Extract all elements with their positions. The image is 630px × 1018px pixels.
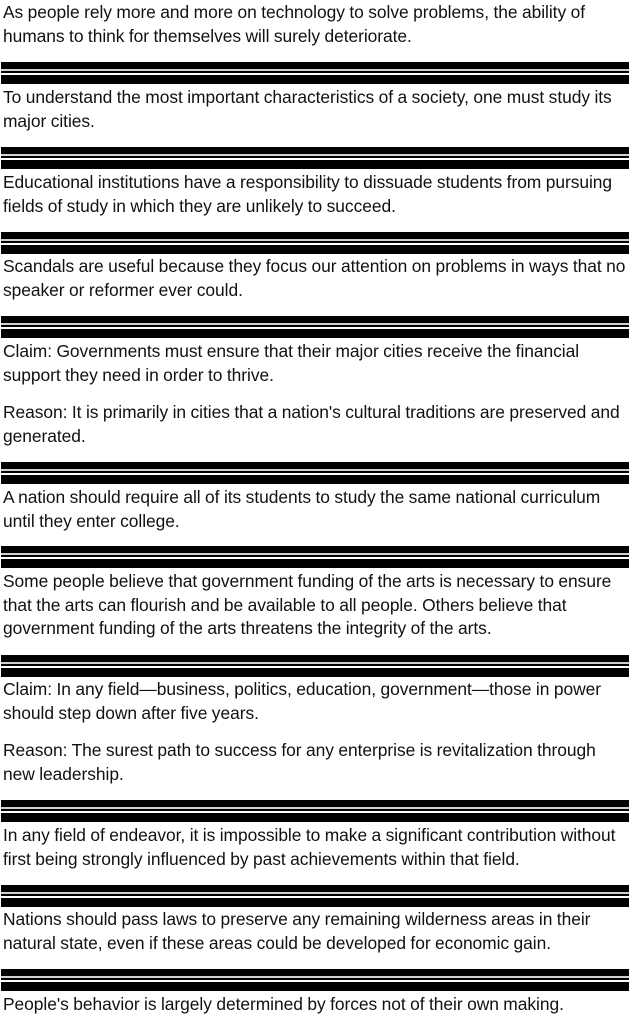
prompt-11 [3, 993, 629, 1017]
divider-bar [1, 800, 629, 822]
prompt-7 [3, 570, 629, 641]
prompt-8-claim: Claim: In any field—business, politics, education, government—those in power should step down after five years. [3, 679, 601, 723]
prompt-6 [3, 486, 629, 533]
prompt-9 [3, 824, 629, 871]
prompt-2-text: To understand the most important characteristics of a society, one must study its major cities. [3, 87, 612, 131]
prompt-4-text: Scandals are useful because they focus our attention on problems in ways that no speaker or reformer ever could. [3, 256, 626, 300]
prompt-1 [3, 1, 629, 48]
divider-bar [1, 62, 629, 84]
prompt-5-claim: Claim: Governments must ensure that their major cities receive the financial support they need in order to thrive. [3, 341, 580, 385]
divider-bar [1, 969, 629, 991]
divider-bar [1, 232, 629, 254]
prompt-2 [3, 86, 629, 133]
prompt-9-text: In any field of endeavor, it is impossible to make a significant contribution without first being strongly influenced by past achievements within that field. [3, 825, 616, 869]
divider-bar [1, 655, 629, 677]
divider-bar [1, 462, 629, 484]
divider-bar [1, 147, 629, 169]
prompt-3 [3, 171, 629, 218]
prompt-5-reason: Reason: It is primarily in cities that a nation's cultural traditions are preserved and generated. [3, 402, 620, 446]
prompt-11-text: People's behavior is largely determined by forces not of their own making. [3, 994, 564, 1014]
prompt-3-text: Educational institutions have a responsibility to dissuade students from pursuing fields of study in which they are unlikely to succeed. [3, 172, 613, 216]
prompt-6-text: A nation should require all of its students to study the same national curriculum until they enter college. [3, 487, 601, 531]
prompt-7-text: Some people believe that government funding of the arts is necessary to ensure that the arts can flourish and be available to all people. Others believe that government funding of the arts threatens the integrity of the arts. [3, 571, 612, 638]
prompt-5 [3, 340, 629, 448]
divider-bar [1, 546, 629, 568]
prompt-10-text: Nations should pass laws to preserve any remaining wilderness areas in their natural state, even if these areas could be developed for economic gain. [3, 909, 591, 953]
divider-bar [1, 316, 629, 338]
divider-bar [1, 885, 629, 907]
prompt-8-reason: Reason: The surest path to success for any enterprise is revitalization through new leadership. [3, 740, 596, 784]
prompt-4 [3, 255, 629, 302]
prompt-10 [3, 908, 629, 955]
prompt-1-text: As people rely more and more on technology to solve problems, the ability of humans to think for themselves will surely deteriorate. [3, 2, 585, 46]
prompt-8 [3, 678, 629, 786]
